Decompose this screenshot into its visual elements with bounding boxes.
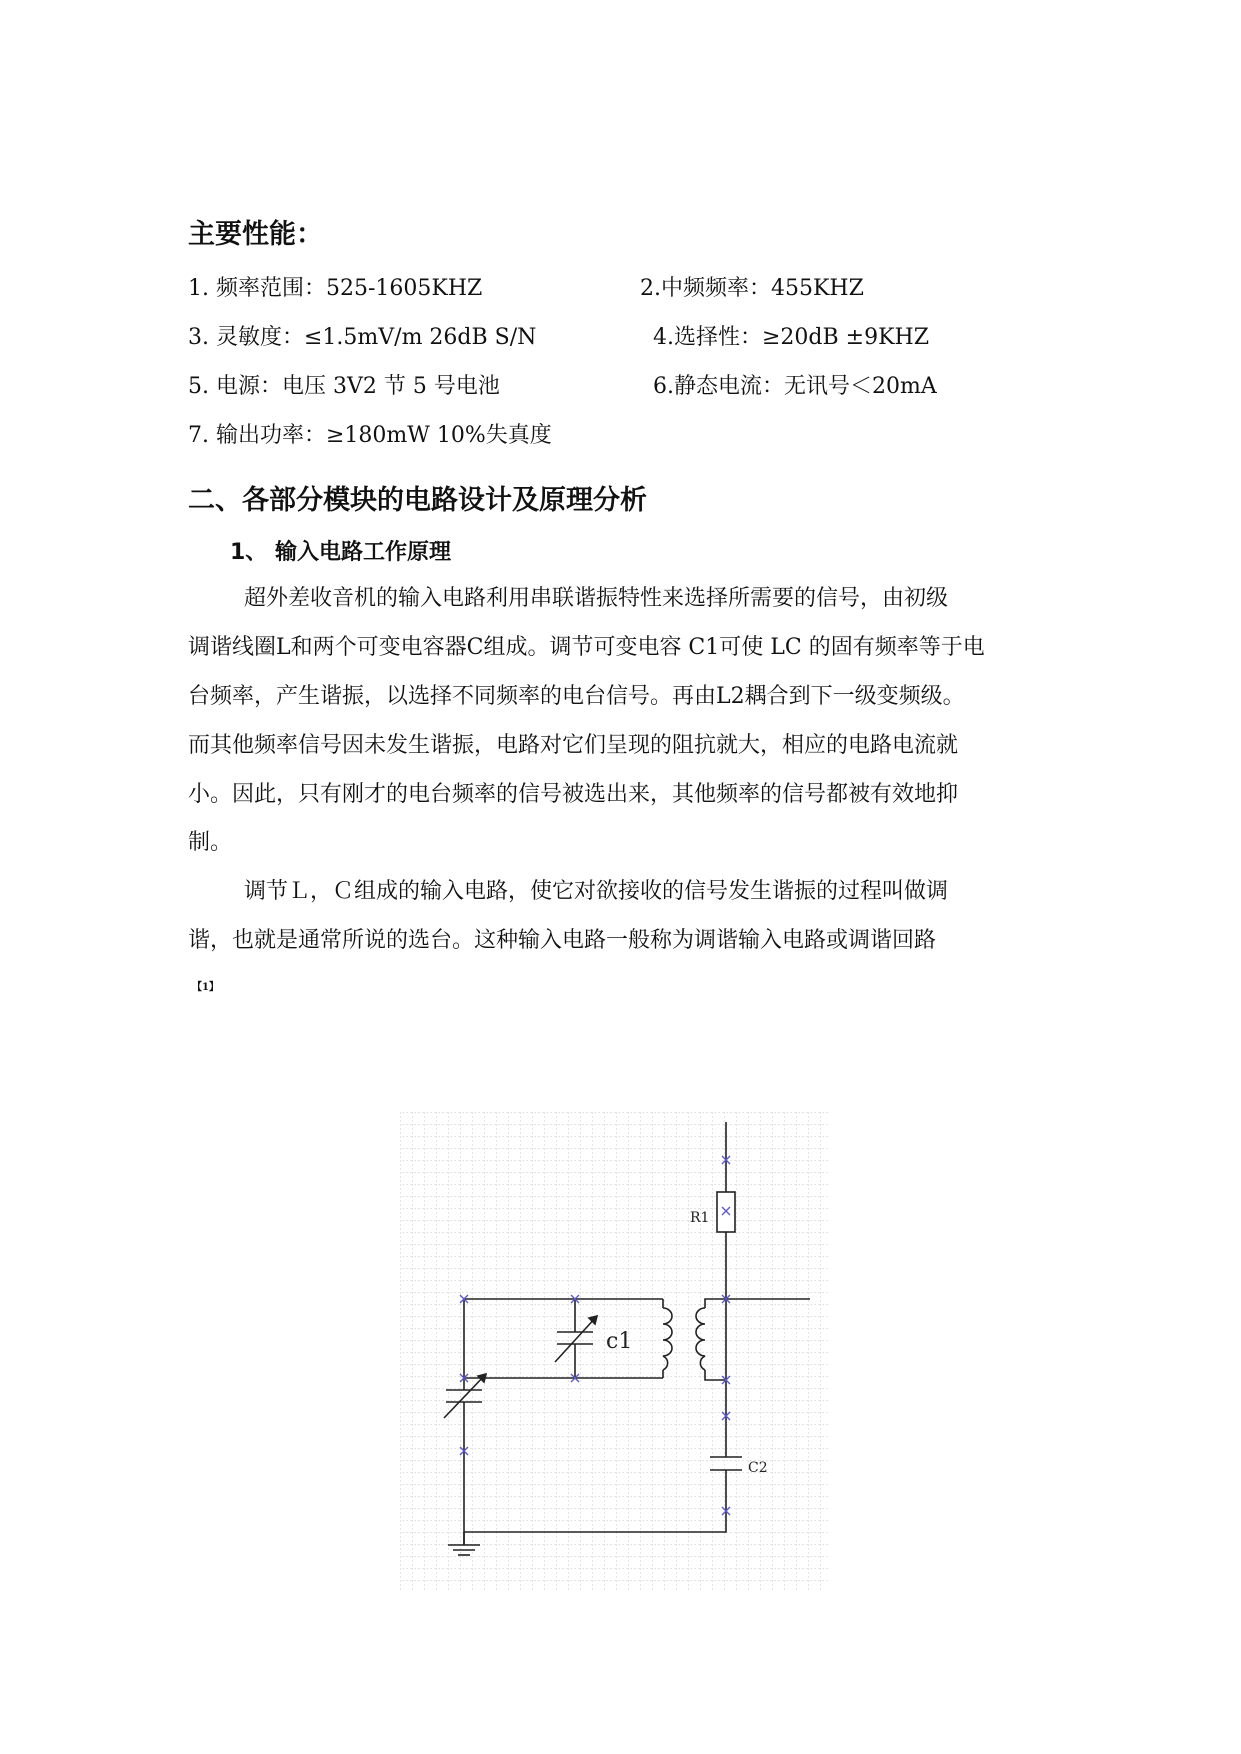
spec-frequency-range: 1. 频率范围：525-1605KHZ: [188, 276, 483, 301]
paragraph1-line: 而其他频率信号因未发生谐振，电路对它们呈现的阻抗就大，相应的电路电流就: [188, 733, 959, 758]
spec-power-supply: 5. 电源：电压 3V2 节 5 号电池: [188, 374, 500, 399]
paragraph1-line: 超外差收音机的输入电路利用串联谐振特性来选择所需要的信号，由初级: [244, 586, 949, 611]
citation-marker: 【1】: [192, 982, 219, 993]
spec-selectivity: 4.选择性：≥20dB ±9KHZ: [653, 325, 929, 350]
paragraph1-line: 制。: [188, 830, 233, 855]
paragraph1-line: 调谐线圈L和两个可变电容器C组成。调节可变电容 C1可使 LC 的固有频率等于电: [188, 635, 985, 660]
paragraph1-line: 小。因此，只有刚才的电台频率的信号被选出来，其他频率的信号都被有效地抑: [188, 782, 959, 807]
performance-heading: 主要性能：: [188, 219, 323, 250]
sub-heading: 1、 输入电路工作原理: [230, 540, 451, 565]
spec-sensitivity: 3. 灵敏度：≤1.5mV/m 26dB S/N: [188, 325, 537, 350]
input-circuit-diagram: [400, 1112, 830, 1590]
circuit-svg: [400, 1112, 830, 1590]
spec-output-power: 7. 输出功率：≥180mW 10%失真度: [188, 423, 552, 448]
label-c1: c1: [606, 1329, 633, 1354]
section-heading: 二、各部分模块的电路设计及原理分析: [188, 485, 647, 516]
paragraph2-line: 调节Ｌ，Ｃ组成的输入电路，使它对欲接收的信号发生谐振的过程叫做调: [244, 879, 949, 904]
label-r1: R1: [690, 1210, 710, 1226]
label-c2: C2: [748, 1460, 768, 1476]
paragraph2-line: 谐，也就是通常所说的选台。这种输入电路一般称为调谐输入电路或调谐回路: [188, 928, 937, 953]
paragraph1-line: 台频率，产生谐振，以选择不同频率的电台信号。再由L2耦合到下一级变频级。: [188, 684, 965, 709]
spec-if-frequency: 2.中频频率：455KHZ: [640, 276, 864, 301]
resistor-r1: [717, 1192, 735, 1232]
spec-quiescent-current: 6.静态电流：无讯号＜20mA: [653, 374, 937, 399]
